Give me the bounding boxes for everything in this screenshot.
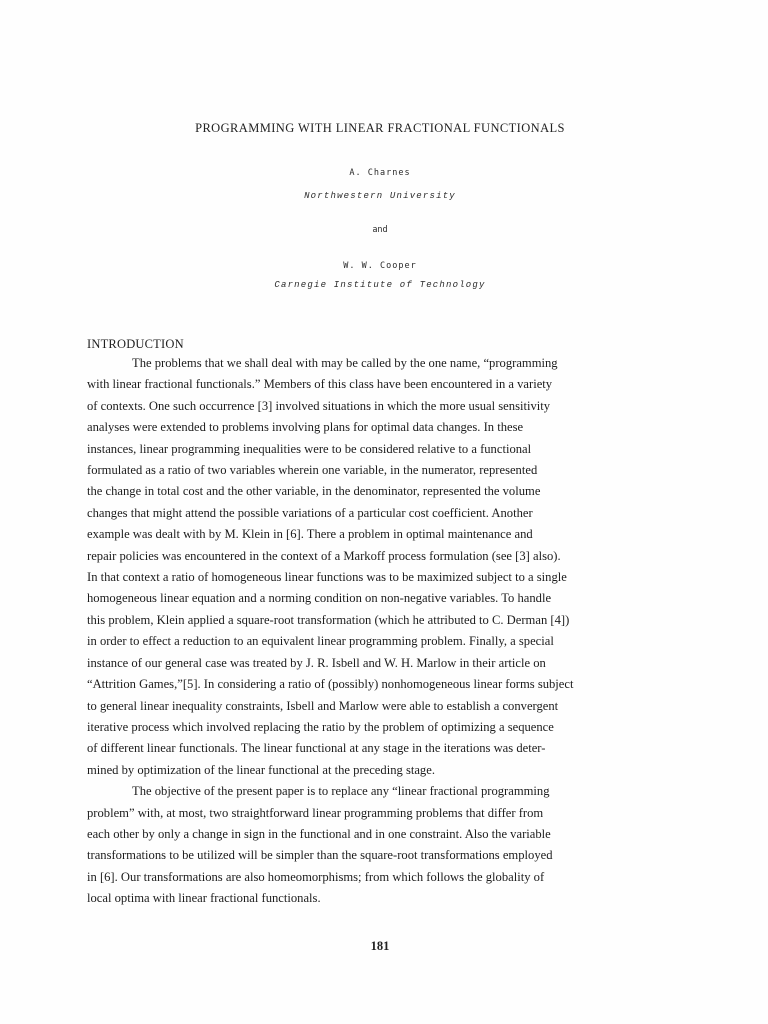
author-affiliation: Northwestern University xyxy=(304,191,456,201)
text-line: iterative process which involved replacing the ratio by the problem of optimizing a sequence xyxy=(87,719,554,734)
text-line: The problems that we shall deal with may be called by the one name, “programming xyxy=(132,356,558,370)
text-line: homogeneous linear equation and a norming condition on non-negative variables. To handle xyxy=(87,591,552,606)
text-line: problem” with, at most, two straightforward linear programming problems that differ from xyxy=(87,805,544,820)
text-line: transformations to be utilized will be simpler than the square-root transformations employed xyxy=(87,848,553,863)
text-line: this problem, Klein applied a square-root transformation (which he attributed to C. Derman [4]) xyxy=(87,612,570,627)
author-conjunction: and xyxy=(372,225,388,235)
text-line: the change in total cost and the other variable, in the denominator, represented the volume xyxy=(87,484,541,499)
text-line: instance of our general case was treated by J. R. Isbell and W. H. Marlow in their article on xyxy=(87,655,546,670)
text-line: The objective of the present paper is to replace any “linear fractional programming xyxy=(132,784,550,799)
section-heading: INTRODUCTION xyxy=(87,337,184,351)
text-line: mined by optimization of the linear functional at the preceding stage. xyxy=(87,762,435,777)
text-line: in order to effect a reduction to an equivalent linear programming problem. Finally, a special xyxy=(87,634,554,649)
text-line: of contexts. One such occurrence [3] involved situations in which the more usual sensitivity xyxy=(87,398,551,413)
text-line: to general linear inequality constraints, Isbell and Marlow were able to establish a convergent xyxy=(87,698,559,713)
author-name: W. W. Cooper xyxy=(343,261,417,271)
text-line: local optima with linear fractional functionals. xyxy=(87,891,321,906)
text-line: in [6]. Our transformations are also homeomorphisms; from which follows the globality of xyxy=(87,869,545,884)
text-line: with linear fractional functionals.” Members of this class have been encountered in a variety xyxy=(87,377,553,392)
text-line: example was dealt with by M. Klein in [6]. There a problem in optimal maintenance and xyxy=(87,527,533,542)
paper-title: PROGRAMMING WITH LINEAR FRACTIONAL FUNCTIONALS xyxy=(195,121,565,135)
text-line: changes that might attend the possible variations of a particular cost coefficient. Another xyxy=(87,505,533,520)
body-text xyxy=(87,353,677,910)
text-line: analyses were extended to problems involving plans for optimal data changes. In these xyxy=(87,420,524,435)
text-line: each other by only a change in sign in the functional and in one constraint. Also the variable xyxy=(87,826,551,841)
text-line: formulated as a ratio of two variables wherein one variable, in the numerator, represented xyxy=(87,463,538,478)
text-line: of different linear functionals. The linear functional at any stage in the iterations was deter- xyxy=(87,741,546,756)
author-affiliation: Carnegie Institute of Technology xyxy=(274,280,486,290)
text-line: repair policies was encountered in the context of a Markoff process formulation (see [3] also). xyxy=(87,548,561,563)
page-number: 181 xyxy=(370,939,390,953)
text-line: “Attrition Games,”[5]. In considering a ratio of (possibly) nonhomogeneous linear forms subject xyxy=(87,677,574,692)
text-line: instances, linear programming inequalities were to be considered relative to a functional xyxy=(87,441,532,456)
author-name: A. Charnes xyxy=(349,168,411,178)
text-line: In that context a ratio of homogeneous linear functions was to be maximized subject to a single xyxy=(87,570,567,585)
